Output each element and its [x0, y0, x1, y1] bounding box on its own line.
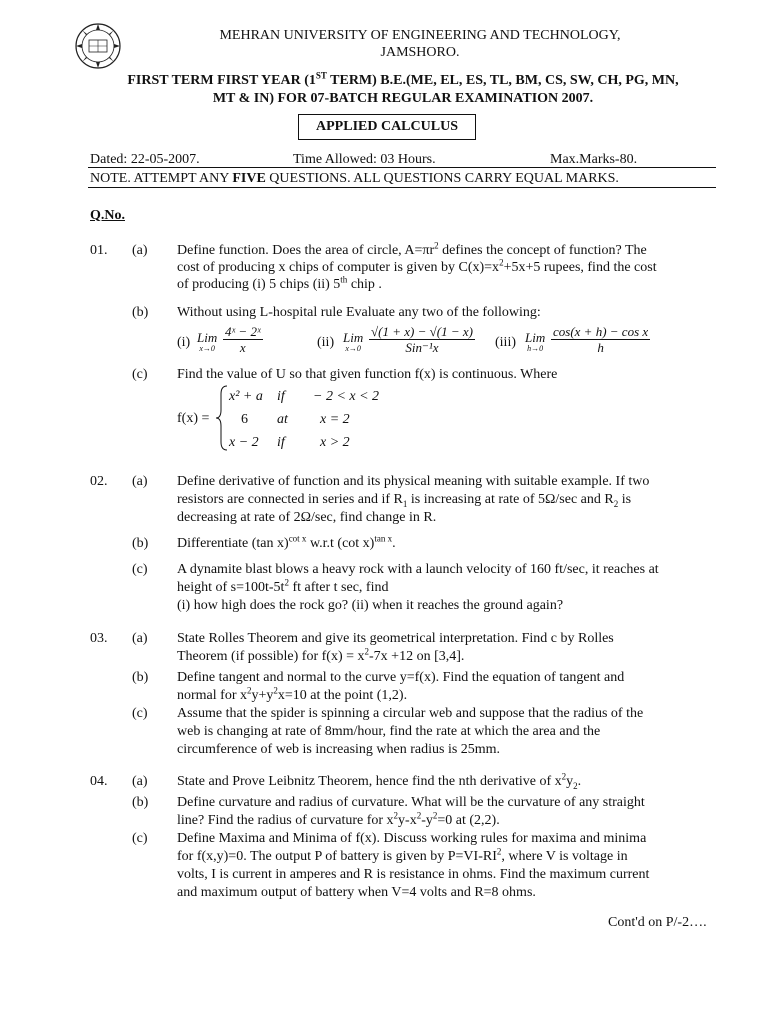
q3-part-c-line1: Assume that the spider is spinning a circular web and suppose that the radius of the: [177, 706, 644, 721]
q1-part-a-label: (a): [132, 243, 148, 258]
q3-part-b-label: (b): [132, 670, 149, 685]
q1-part-c-text: Find the value of U so that given function f(x) is continuous. Where: [177, 367, 558, 382]
q4-part-c-label: (c): [132, 831, 148, 846]
limit-ii-label: (ii): [317, 335, 335, 350]
q2-part-c-label: (c): [132, 562, 148, 577]
piece3-cond: x > 2: [320, 435, 350, 450]
q2-part-a-line2: resistors are connected in series and if $R_1$ is increasing at rate of 5Ω/sec and $R_2$ is: [177, 492, 632, 509]
q1-part-c-label: (c): [132, 367, 148, 382]
divider-top: [88, 167, 716, 168]
limit-ii-fraction: √(1 + x) − √(1 − x) Sin⁻¹x: [371, 324, 473, 355]
q2-part-c-line3: (i) how high does the rock go? (ii) when it reaches the ground again?: [177, 598, 564, 613]
q1-part-b-label: (b): [132, 305, 149, 320]
piece3-cond-word: if: [277, 435, 285, 450]
divider-bottom: [88, 187, 716, 188]
continued-note: Cont'd on P/-2….: [608, 915, 707, 930]
instruction-note: NOTE. ATTEMPT ANY FIVE QUESTIONS. ALL QUESTIONS CARRY EQUAL MARKS.: [90, 171, 619, 186]
limit-i-fraction: $\frac{\text{4ˣ − 2ˣ}}{x}$: [225, 324, 261, 355]
q4-part-c-line1: Define Maxima and Minima of f(x). Discuss working rules for maxima and minima: [177, 831, 647, 846]
piece3-expr: x − 2: [229, 435, 259, 450]
q1-part-a-line3: of producing (i) 5 chips (ii) 5th chip .: [177, 274, 382, 292]
max-marks: Max.Marks-80.: [550, 152, 638, 167]
limit-ii-operator: Lim x→0: [343, 330, 364, 353]
university-seal-logo: [74, 22, 122, 70]
q3-part-a-line2: Theorem (if possible) for $f(x) = x^2-7x +12$ on [3,4].: [177, 646, 465, 664]
q2-part-b-text: Differentiate (tan x)$^{cot x}$ w.r.t (cot x)$^{tan x}$.: [177, 533, 396, 551]
q2-part-c-line1: A dynamite blast blows a heavy rock with a launch velocity of 160 ft/sec, it reaches at: [177, 562, 659, 577]
q1-part-b-limits: [177, 322, 717, 362]
q2-part-a-line3: decreasing at rate of 2Ω/sec, find change in R.: [177, 510, 437, 525]
question-1-number: 01.: [90, 243, 108, 258]
q3-part-a-line1: State Rolles Theorem and give its geometrical interpretation. Find c by Rolles: [177, 631, 614, 646]
q4-part-a-text: State and Prove Leibnitz Theorem, hence find the nth derivative of $x^2y_2$.: [177, 771, 582, 791]
piece1-cond-word: if: [277, 389, 285, 404]
piece1-expr: x² + a: [229, 389, 263, 404]
subject-title-box: APPLIED CALCULUS: [298, 114, 476, 140]
q3-part-b-line2: normal for $x^2y+y^2x=10$ at the point (1,2).: [177, 685, 408, 703]
q3-part-c-line2: web is changing at rate of 8mm/hour, find the rate at which the area and the: [177, 724, 601, 739]
q2-part-b-label: (b): [132, 536, 149, 551]
piece2-expr: 6: [241, 412, 248, 427]
q2-part-a-line1: Define derivative of function and its physical meaning with suitable example. If two: [177, 474, 650, 489]
q4-part-c-line2: for f(x,y)=0. The output P of battery is given by $P=VI-RI^2$, where V is voltage in: [177, 846, 628, 864]
q1-part-a-line2: cost of producing x chips of computer is given by $C(x)=x^2+5x+5$ rupees, find the cost: [177, 257, 657, 275]
time-allowed: Time Allowed: 03 Hours.: [293, 152, 436, 167]
q1-part-b-text: Without using L-hospital rule Evaluate any two of the following:: [177, 305, 541, 320]
piecewise-function: [177, 384, 477, 454]
q4-part-c-line4: and maximum output of battery when V=4 volts and R=8 ohms.: [177, 885, 536, 900]
q4-part-c-line3: volts, I is current in amperes and R is resistance in ohms. Find the maximum current: [177, 867, 650, 882]
exam-title-line2: MT & IN) FOR 07-BATCH REGULAR EXAMINATION 2007.: [212, 91, 594, 106]
q2-part-a-label: (a): [132, 474, 148, 489]
piece1-cond: − 2 < x < 2: [313, 389, 380, 404]
piece2-cond-word: at: [277, 412, 288, 427]
question-2-number: 02.: [90, 474, 108, 489]
left-brace-icon: [215, 384, 229, 452]
limit-iii-label: (iii): [495, 335, 516, 350]
q4-part-a-label: (a): [132, 774, 148, 789]
piece2-cond: x = 2: [320, 412, 350, 427]
limit-iii-fraction: $\frac{\text{cos(x + h) − cos x}}{h}$: [553, 324, 649, 355]
piecewise-fx-label: f(x) =: [177, 411, 210, 426]
university-location: JAMSHORO.: [380, 45, 460, 60]
question-3-number: 03.: [90, 631, 108, 646]
q4-part-b-line2: line? Find the radius of curvature for $x^2y-x^2-y^2=0$ at (2,2).: [177, 810, 500, 828]
q3-part-a-label: (a): [132, 631, 148, 646]
question-number-heading: Q.No.: [90, 208, 125, 223]
exam-title-line1: FIRST TERM FIRST YEAR (1ST TERM) B.E.(ME, EL, ES, TL, BM, CS, SW, CH, PG, MN,: [127, 70, 679, 88]
exam-date: Dated: 22-05-2007.: [90, 152, 200, 167]
q4-part-b-label: (b): [132, 795, 149, 810]
limit-iii-operator: Lim h→0: [525, 330, 546, 353]
limit-i-label: (i): [177, 335, 191, 350]
limit-i-operator: Lim x→0: [197, 330, 218, 353]
q3-part-c-label: (c): [132, 706, 148, 721]
q1-part-a-line1: Define function. Does the area of circle, $A=\pi r^2$ defines the concept of function? The: [177, 240, 647, 258]
question-4-number: 04.: [90, 774, 108, 789]
q2-part-c-line2: height of $s=100t-5t^2$ ft after t sec, find: [177, 577, 389, 595]
q3-part-c-line3: circumference of web is increasing when radius is 25mm.: [177, 742, 501, 757]
q3-part-b-line1: Define tangent and normal to the curve y=f(x). Find the equation of tangent and: [177, 670, 625, 685]
q4-part-b-line1: Define curvature and radius of curvature. What will be the curvature of any straight: [177, 795, 645, 810]
university-name: MEHRAN UNIVERSITY OF ENGINEERING AND TECHNOLOGY,: [219, 28, 621, 43]
